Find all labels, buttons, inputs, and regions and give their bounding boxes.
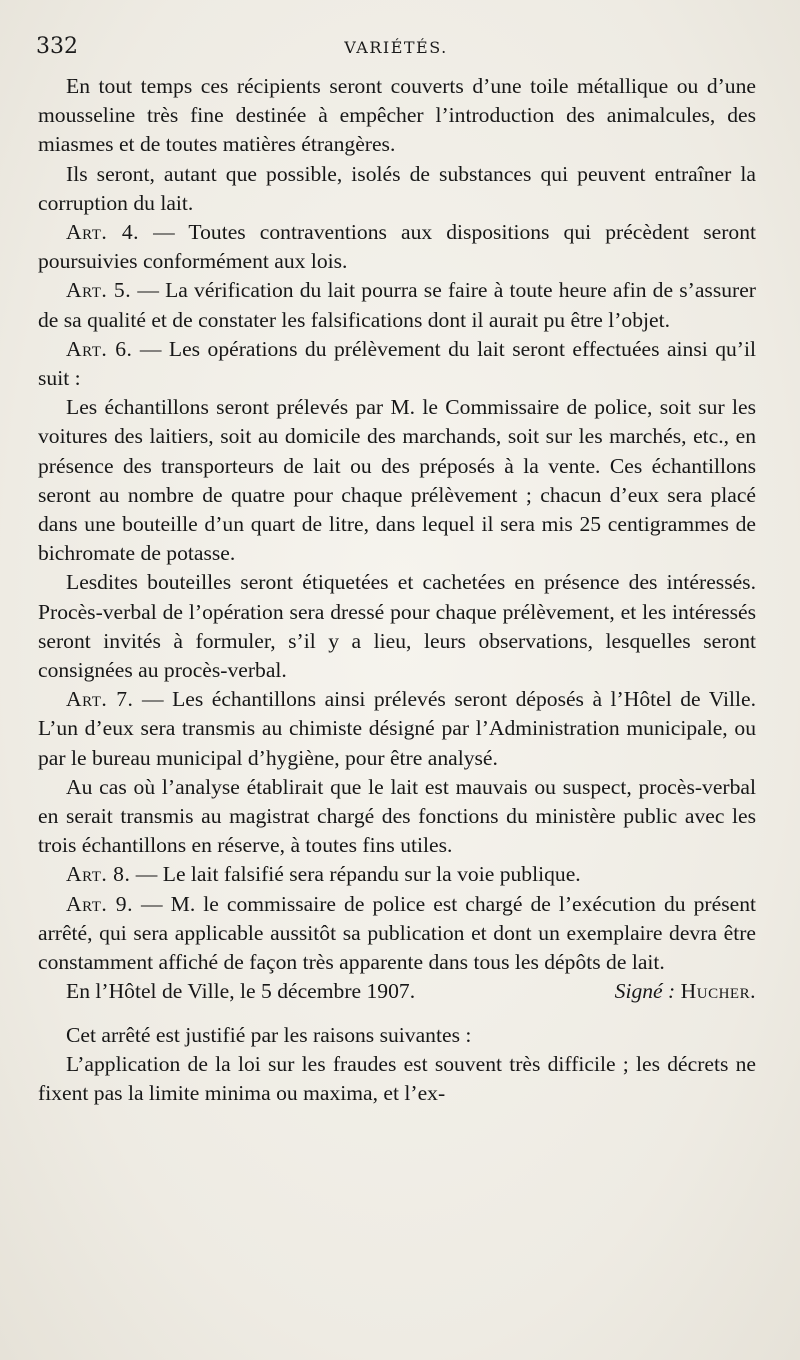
article-5-label: Art. 5.	[66, 278, 132, 303]
signature-name: Hucher.	[680, 979, 756, 1004]
article-7-text: — Les échantillons ainsi prélevés seront déposés à l’Hôtel de Ville. L’un d’eux sera transmis au chimiste désigné par l’Administration municipale, ou par le bureau municipal d’hygiène, pour être analysé.	[38, 687, 756, 770]
paragraph-application: L’application de la loi sur les fraudes est souvent très difficile ; les décrets ne fixent pas la limite minima ou maxima, et l’ex-	[38, 1051, 756, 1105]
article-9-text: — M. le commissaire de police est chargé de l’exécution du présent arrêté, qui sera applicable aussitôt sa publication et dont un exemplaire devra être constamment affiché de façon très apparente dans tous les dépôts de lait.	[38, 891, 756, 975]
article-5-text: — La vérification du lait pourra se faire à toute heure afin de s’assurer de sa qualité et de constater les falsifications dont il aurait pu être l’objet.	[38, 278, 756, 332]
body-text	[38, 72, 756, 1108]
paragraph-samples: Les échantillons seront prélevés par M. le Commissaire de police, soit sur les voitures des laitiers, soit au domicile des marchands, soit sur les marchés, etc., en présence des transporteurs de lait ou des préposés à la vente. Ces échantillons seront au nombre de quatre pour chaque prélèvement ; chacun d’eux sera placé dans une bouteille d’un quart de litre, dans lequel il sera mis 25 centigrammes de bichromate de potasse.	[38, 395, 756, 566]
article-6	[38, 335, 756, 393]
running-head: VARIÉTÉS.	[344, 38, 448, 57]
signature-place-date: En l’Hôtel de Ville, le 5 décembre 1907.	[66, 979, 416, 1004]
signature-line	[38, 977, 756, 1006]
article-5	[38, 276, 756, 334]
article-9	[38, 890, 756, 978]
article-9-label: Art. 9.	[66, 891, 133, 916]
article-4	[38, 218, 756, 276]
article-8-label: Art. 8.	[66, 862, 131, 887]
paragraph-recipients: En tout temps ces récipients seront couverts d’une toile métallique ou d’une mousseline très fine destinée à empêcher l’introduction des animalcules, des miasmes et de toutes matières étrangères.	[38, 74, 756, 157]
article-7-label: Art. 7.	[66, 687, 134, 712]
article-4-text: — Toutes contraventions aux dispositions qui précèdent seront poursuivies conformément aux lois.	[38, 220, 756, 274]
paragraph-bottles: Lesdites bouteilles seront étiquetées et cachetées en présence des intéressés. Procès-verbal de l’opération sera dressé pour chaque prélèvement, et les intéressés seront invités à formuler, s’il y a lieu, leurs observations, lesquelles seront consignées au procès-verbal.	[38, 570, 756, 683]
paragraph-justification: Cet arrêté est justifié par les raisons suivantes :	[66, 1022, 472, 1047]
article-6-label: Art. 6.	[66, 336, 133, 361]
page-header	[36, 34, 756, 64]
article-7	[38, 685, 756, 773]
signature-label: Signé :	[614, 979, 676, 1004]
page-number: 332	[36, 34, 78, 59]
article-4-label: Art. 4.	[66, 220, 140, 245]
article-6-text: — Les opérations du prélèvement du lait seront effectuées ainsi qu’il suit :	[38, 336, 756, 391]
article-8-text: — Le lait falsifié sera répandu sur la voie publique.	[130, 862, 581, 887]
paragraph-isolation: Ils seront, autant que possible, isolés de substances qui peuvent entraîner la corruption du lait.	[38, 161, 756, 215]
paragraph-analysis: Au cas où l’analyse établirait que le lait est mauvais ou suspect, procès-verbal en serait transmis au magistrat chargé des fonctions du ministère public avec les trois échantillons en réserve, à toutes fins utiles.	[38, 774, 756, 858]
article-8	[38, 860, 756, 889]
signature	[615, 977, 756, 1006]
